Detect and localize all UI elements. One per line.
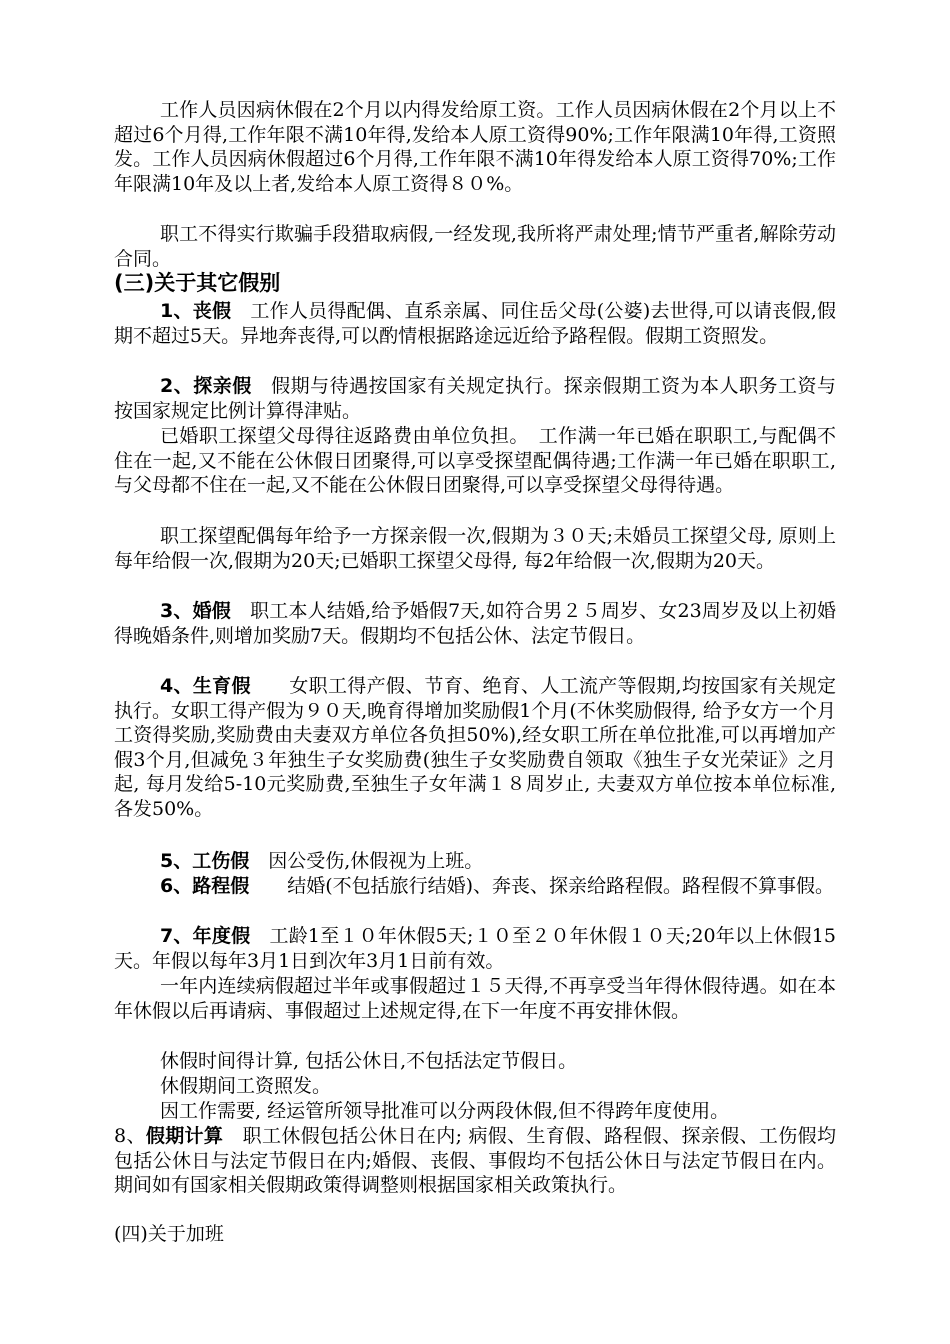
annual-leave-pay-paragraph	[114, 1074, 836, 1099]
annual-leave-split-paragraph	[114, 1099, 836, 1124]
funeral-leave-label: 1、丧假	[160, 300, 232, 322]
section-4-heading: (四)关于加班	[114, 1223, 224, 1245]
travel-leave-label: 6、路程假	[160, 875, 250, 897]
section-3-heading: (三)关于其它假别	[114, 271, 281, 295]
annual-leave-text: 工龄1至１０年休假5天;１０至２０年休假１０天;20年以上休假15天。年假以每年3月1日到次年3月1日前有效。	[114, 925, 836, 972]
family-visit-travel-paragraph	[114, 424, 836, 498]
annual-leave-paragraph	[114, 924, 836, 973]
family-visit-travel-text: 已婚职工探望父母得往返路费由单位负担。 工作满一年已婚在职职工,与配偶不住在一起,又不能在公休假日团聚得,可以享受探望配偶待遇;工作满一年已婚在职职工,与父母都不住在一起,又不能在公休假日团聚得,可以享受探望父母得待遇。	[114, 425, 836, 497]
family-visit-duration-text: 职工探望配偶每年给予一方探亲假一次,假期为３０天;未婚员工探望父母, 原则上每年给假一次,假期为20天;已婚职工探望父母得, 每2年给假一次,假期为20天。	[114, 525, 836, 572]
sick-pay-paragraph	[114, 98, 836, 196]
annual-leave-label: 7、年度假	[160, 925, 251, 947]
leave-calculation-label: 假期计算	[145, 1125, 224, 1147]
annual-leave-forfeit-text: 一年内连续病假超过半年或事假超过１５天得,不再享受当年得休假待遇。如在本年休假以后再请病、事假超过上述规定得,在下一年度不再安排休假。	[114, 975, 836, 1022]
marriage-leave-paragraph	[114, 599, 836, 648]
family-visit-paragraph	[114, 374, 836, 423]
leave-calculation-number: 8、	[114, 1125, 146, 1147]
family-visit-label: 2、探亲假	[160, 375, 252, 397]
leave-calculation-paragraph	[114, 1124, 836, 1198]
sick-fraud-text: 职工不得实行欺骗手段猎取病假,一经发现,我所将严肃处理;情节严重者,解除劳动合同。	[114, 223, 836, 270]
work-injury-text: 因公受伤,休假视为上班。	[249, 850, 484, 872]
sick-fraud-paragraph	[114, 222, 836, 271]
work-injury-label: 5、工伤假	[160, 850, 250, 872]
leave-calculation-text: 职工休假包括公休日在内; 病假、生育假、路程假、探亲假、工伤假均包括公休日与法定节假日在内;婚假、丧假、事假均不包括公休日与法定节假日在内。期间如有国家相关假期政策得调整则根据国家相关政策执行。	[114, 1125, 836, 1197]
family-visit-text: 假期与待遇按国家有关规定执行。探亲假期工资为本人职务工资与按国家规定比例计算得津贴。	[114, 375, 836, 422]
annual-leave-forfeit-paragraph	[114, 974, 836, 1023]
family-visit-duration-paragraph	[114, 524, 836, 573]
maternity-leave-text: 女职工得产假、节育、绝育、人工流产等假期,均按国家有关规定执行。女职工得产假为９０天,晚育得增加奖励假1个月(不休奖励假得, 给予女方一个月工资得奖励,奖励费由夫妻双方单位各负担50%),经女职工所在单位批准,可以再增加产假3个月,但减免３年独生子女奖励费(独生子女奖励费自领取《独生子女光荣证》之月起, 每月发给5-10元奖励费,至独生子女年满１８周岁止, 夫妻双方单位按本单位标准,各发50%。	[114, 675, 836, 820]
sick-pay-text: 工作人员因病休假在2个月以内得发给原工资。工作人员因病休假在2个月以上不超过6个月得,工作年限不满10年得,发给本人原工资得90%;工作年限满10年得,工资照发。工作人员因病休假超过6个月得,工作年限不满10年得发给本人原工资得70%;工作年限满10年及以上者,发给本人原工资得８０%。	[114, 99, 836, 195]
travel-leave-paragraph	[114, 874, 836, 899]
annual-leave-pay-text: 休假期间工资照发。	[160, 1075, 332, 1097]
annual-leave-counting-paragraph	[114, 1049, 836, 1074]
funeral-leave-text: 工作人员得配偶、直系亲属、同住岳父母(公婆)去世得,可以请丧假,假期不超过5天。异地奔丧得,可以酌情根据路途远近给予路程假。假期工资照发。	[114, 300, 836, 347]
maternity-leave-paragraph	[114, 674, 836, 822]
funeral-leave-paragraph	[114, 299, 836, 348]
annual-leave-counting-text: 休假时间得计算, 包括公休日,不包括法定节假日。	[160, 1050, 578, 1072]
annual-leave-split-text: 因工作需要, 经运管所领导批准可以分两段休假,但不得跨年度使用。	[160, 1100, 730, 1122]
travel-leave-text: 结婚(不包括旅行结婚)、奔丧、探亲给路程假。路程假不算事假。	[249, 875, 835, 897]
marriage-leave-label: 3、婚假	[160, 600, 231, 622]
maternity-leave-label: 4、生育假	[160, 675, 251, 697]
marriage-leave-text: 职工本人结婚,给予婚假7天,如符合男２５周岁、女23周岁及以上初婚得晚婚条件,则增加奖励7天。假期均不包括公休、法定节假日。	[114, 600, 836, 647]
work-injury-paragraph	[114, 849, 836, 874]
